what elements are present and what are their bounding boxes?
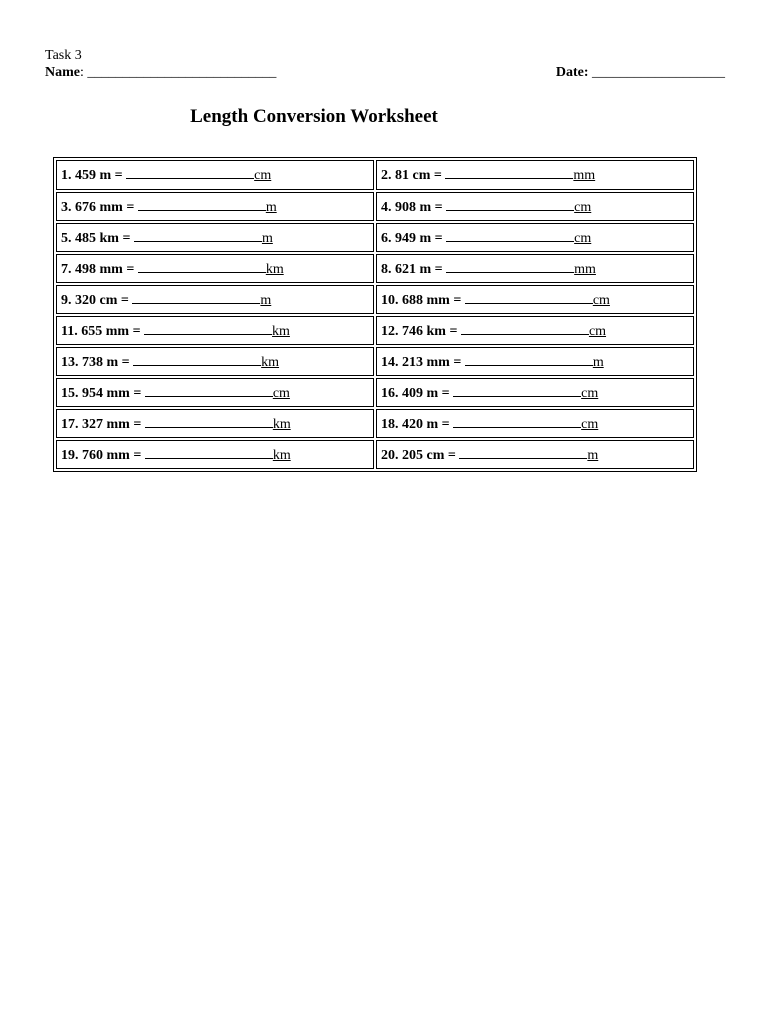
problem-number: 18. bbox=[381, 416, 399, 432]
problem-quantity: 213 mm bbox=[402, 354, 450, 370]
problem-quantity: 746 km bbox=[402, 323, 446, 339]
problem-quantity: 688 mm bbox=[402, 292, 450, 308]
problem-quantity: 320 cm bbox=[75, 292, 118, 308]
answer-blank[interactable] bbox=[145, 384, 273, 397]
date-field bbox=[556, 64, 725, 81]
problem-cell bbox=[376, 347, 694, 376]
problem-quantity: 459 m bbox=[75, 168, 112, 183]
target-unit: m bbox=[265, 199, 277, 215]
target-unit: cm bbox=[254, 168, 272, 183]
target-unit: cm bbox=[592, 292, 610, 308]
target-unit: km bbox=[261, 354, 280, 370]
problem-number: 20. bbox=[381, 447, 399, 463]
problem-number: 11. bbox=[61, 323, 78, 339]
target-unit: m bbox=[260, 292, 272, 308]
answer-blank[interactable] bbox=[453, 384, 581, 397]
answer-blank[interactable] bbox=[445, 166, 573, 179]
equals-sign: = bbox=[122, 230, 131, 246]
name-date-row bbox=[45, 64, 725, 81]
equals-sign: = bbox=[433, 168, 442, 183]
answer-blank[interactable] bbox=[446, 229, 574, 242]
target-unit: cm bbox=[272, 385, 290, 401]
problem-quantity: 676 mm bbox=[75, 199, 123, 215]
answer-blank[interactable] bbox=[138, 198, 266, 211]
problem-cell bbox=[56, 347, 374, 376]
name-label: Name bbox=[45, 65, 80, 80]
table-row bbox=[56, 223, 694, 252]
target-unit: km bbox=[272, 416, 291, 432]
equals-sign: = bbox=[453, 354, 462, 370]
problem-cell bbox=[56, 440, 374, 469]
problem-quantity: 420 m bbox=[402, 416, 439, 432]
answer-blank[interactable] bbox=[453, 415, 581, 428]
table-row bbox=[56, 347, 694, 376]
target-unit: km bbox=[272, 447, 291, 463]
problem-number: 19. bbox=[61, 447, 79, 463]
target-unit: m bbox=[261, 230, 273, 246]
problem-quantity: 760 mm bbox=[82, 447, 130, 463]
answer-blank[interactable] bbox=[134, 229, 262, 242]
problem-cell bbox=[376, 378, 694, 407]
problem-number: 10. bbox=[381, 292, 399, 308]
target-unit: cm bbox=[588, 323, 607, 339]
problem-quantity: 738 m bbox=[82, 354, 119, 370]
equals-sign: = bbox=[121, 354, 130, 370]
target-unit: cm bbox=[574, 230, 592, 246]
task-label: Task 3 bbox=[45, 48, 82, 63]
problem-quantity: 81 cm bbox=[395, 168, 431, 183]
problem-quantity: 908 m bbox=[395, 199, 432, 215]
answer-blank[interactable] bbox=[144, 322, 272, 335]
equals-sign: = bbox=[133, 416, 142, 432]
target-unit: km bbox=[265, 261, 284, 277]
problem-number: 2. bbox=[381, 168, 392, 183]
table-row bbox=[56, 316, 694, 345]
answer-blank[interactable] bbox=[132, 291, 260, 304]
answer-blank[interactable] bbox=[145, 446, 273, 459]
equals-sign: = bbox=[120, 292, 129, 308]
problem-cell bbox=[56, 316, 374, 345]
equals-sign: = bbox=[126, 261, 135, 277]
equals-sign: = bbox=[434, 199, 443, 215]
table-row bbox=[56, 378, 694, 407]
answer-blank[interactable] bbox=[138, 260, 266, 273]
table-row bbox=[56, 160, 694, 190]
problem-quantity: 621 m bbox=[395, 261, 432, 277]
problem-cell bbox=[56, 223, 374, 252]
worksheet-header bbox=[45, 47, 725, 81]
problem-cell bbox=[56, 285, 374, 314]
problem-number: 15. bbox=[61, 385, 79, 401]
problem-quantity: 205 cm bbox=[402, 447, 445, 463]
problem-number: 8. bbox=[381, 261, 392, 277]
problem-cell bbox=[376, 223, 694, 252]
problem-cell bbox=[376, 316, 694, 345]
date-blank: ___________________ bbox=[588, 65, 725, 80]
conversion-table-body bbox=[56, 160, 694, 469]
problem-cell bbox=[376, 160, 694, 190]
table-row bbox=[56, 254, 694, 283]
equals-sign: = bbox=[441, 416, 450, 432]
problem-cell bbox=[56, 254, 374, 283]
problem-quantity: 655 mm bbox=[81, 323, 130, 339]
target-unit: cm bbox=[574, 199, 592, 215]
problem-number: 7. bbox=[61, 261, 72, 277]
name-field bbox=[45, 64, 276, 81]
problem-cell bbox=[56, 378, 374, 407]
target-unit: km bbox=[272, 323, 290, 339]
problem-number: 4. bbox=[381, 199, 392, 215]
equals-sign: = bbox=[126, 199, 135, 215]
target-unit: cm bbox=[581, 385, 599, 401]
worksheet-title: Length Conversion Worksheet bbox=[190, 106, 438, 127]
equals-sign: = bbox=[114, 168, 123, 183]
answer-blank[interactable] bbox=[133, 353, 261, 366]
problem-number: 5. bbox=[61, 230, 72, 246]
table-row bbox=[56, 285, 694, 314]
problem-number: 16. bbox=[381, 385, 399, 401]
problem-number: 17. bbox=[61, 416, 79, 432]
problem-quantity: 498 mm bbox=[75, 261, 123, 277]
problem-number: 14. bbox=[381, 354, 399, 370]
problem-number: 1. bbox=[61, 168, 72, 183]
target-unit: mm bbox=[574, 261, 596, 277]
problem-number: 13. bbox=[61, 354, 79, 370]
problem-cell bbox=[376, 285, 694, 314]
equals-sign: = bbox=[434, 230, 443, 246]
target-unit: m bbox=[587, 447, 599, 463]
answer-blank[interactable] bbox=[145, 415, 273, 428]
problem-cell bbox=[376, 409, 694, 438]
problem-cell bbox=[376, 192, 694, 221]
table-row bbox=[56, 409, 694, 438]
equals-sign: = bbox=[434, 261, 443, 277]
equals-sign: = bbox=[132, 323, 141, 339]
table-row bbox=[56, 192, 694, 221]
equals-sign: = bbox=[453, 292, 462, 308]
date-label: Date: bbox=[555, 65, 589, 80]
target-unit: mm bbox=[573, 168, 596, 183]
table-row bbox=[56, 440, 694, 469]
equals-sign: = bbox=[447, 447, 456, 463]
answer-blank[interactable] bbox=[126, 166, 254, 179]
problem-number: 3. bbox=[61, 199, 72, 215]
answer-blank[interactable] bbox=[465, 353, 593, 366]
answer-blank[interactable] bbox=[446, 198, 574, 211]
name-blank: : ___________________________ bbox=[80, 65, 277, 80]
problem-quantity: 949 m bbox=[395, 230, 432, 246]
answer-blank[interactable] bbox=[461, 322, 589, 335]
equals-sign: = bbox=[133, 447, 142, 463]
answer-blank[interactable] bbox=[459, 446, 587, 459]
target-unit: m bbox=[592, 354, 604, 370]
answer-blank[interactable] bbox=[446, 260, 574, 273]
problem-quantity: 327 mm bbox=[82, 416, 130, 432]
problem-quantity: 954 mm bbox=[82, 385, 130, 401]
equals-sign: = bbox=[441, 385, 450, 401]
problem-cell bbox=[56, 409, 374, 438]
conversion-table bbox=[53, 157, 697, 472]
problem-number: 12. bbox=[381, 323, 399, 339]
problem-cell bbox=[56, 192, 374, 221]
problem-quantity: 485 km bbox=[75, 230, 119, 246]
problem-cell bbox=[56, 160, 374, 190]
problem-cell bbox=[376, 440, 694, 469]
equals-sign: = bbox=[133, 385, 142, 401]
answer-blank[interactable] bbox=[465, 291, 593, 304]
problem-quantity: 409 m bbox=[402, 385, 439, 401]
equals-sign: = bbox=[449, 323, 458, 339]
problem-cell bbox=[376, 254, 694, 283]
problem-number: 9. bbox=[61, 292, 72, 308]
problem-number: 6. bbox=[381, 230, 392, 246]
target-unit: cm bbox=[581, 416, 599, 432]
